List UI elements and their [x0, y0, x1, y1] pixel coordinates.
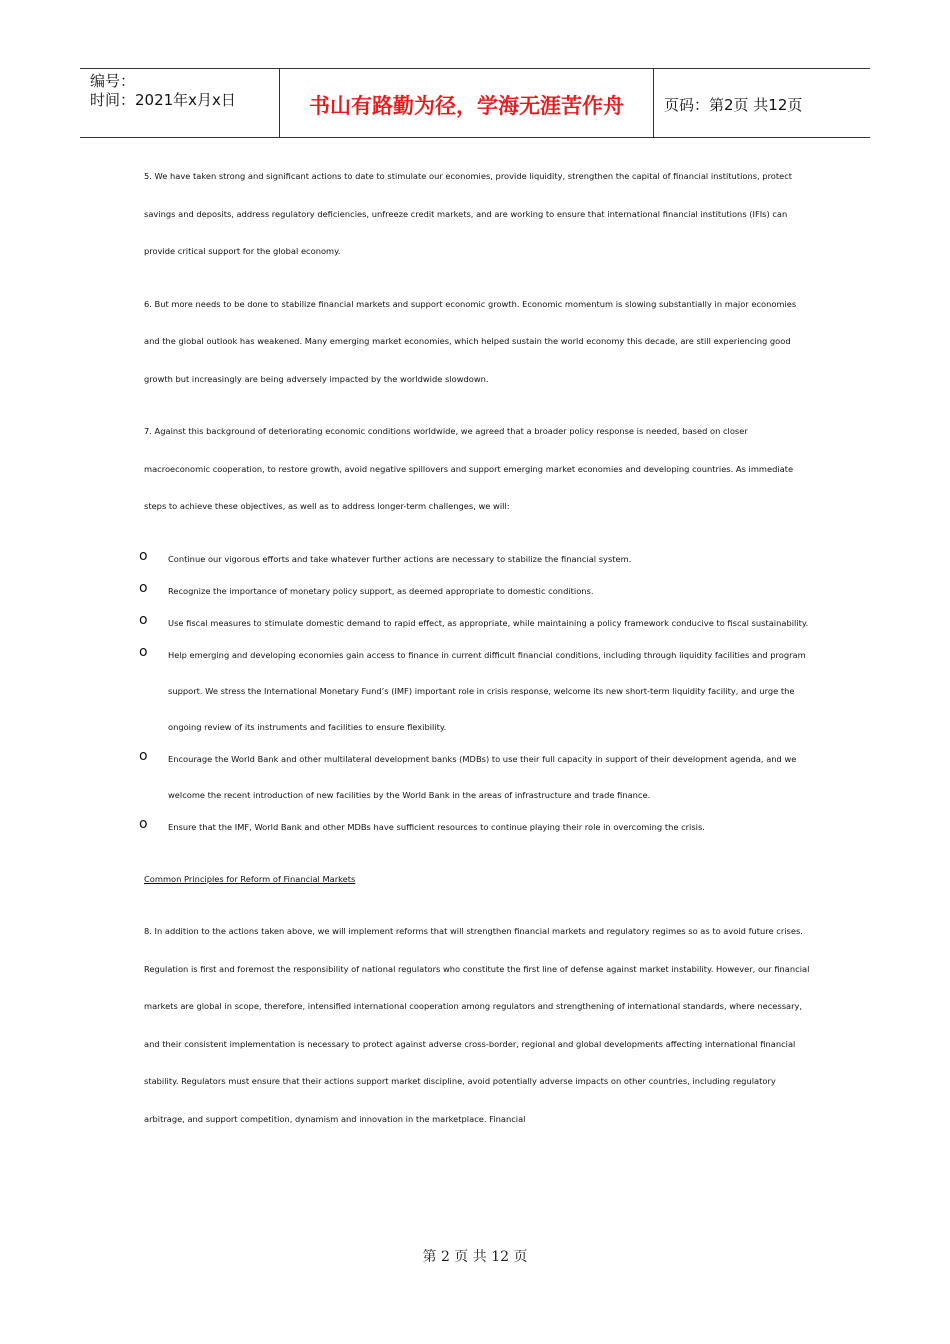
document-header: [80, 68, 870, 138]
list-item: [139, 573, 812, 609]
bullet-icon: o: [139, 547, 148, 564]
paragraph-6: 6. But more needs to be done to stabilize financial markets and support economic growth. Economic momentum is slowing substantially in major economies and the global outlook has weakened. Many emerging market economies, which helped sustain the world economy this decade, are still experiencing good growth but increasingly are being adversely impacted by the worldwide slowdown.: [144, 298, 797, 384]
list-item: [139, 809, 812, 845]
document-body: [139, 158, 812, 1153]
document-number: 编号：: [90, 72, 136, 90]
header-motto: 书山有路勤为径，学海无涯苦作舟: [280, 69, 654, 137]
section-title: Common Principles for Reform of Financial Markets: [144, 873, 356, 884]
list-item-text: Recognize the importance of monetary policy support, as deemed appropriate to domestic conditions.: [168, 585, 594, 596]
action-list: [139, 541, 812, 845]
list-item-text: Ensure that the IMF, World Bank and other MDBs have sufficient resources to continue playing their role in overcoming the crisis.: [168, 821, 705, 832]
list-item-text: Encourage the World Bank and other multilateral development banks (MDBs) to use their full capacity in support of their development agenda, and we welcome the recent introduction of new facilities by the World Bank in the areas of infrastructure and trade finance.: [168, 753, 797, 800]
paragraph-7: 7. Against this background of deteriorating economic conditions worldwide, we agreed that a broader policy response is needed, based on closer macroeconomic cooperation, to restore growth, avoid negative spillovers and support emerging market economies and developing countries. As immediate steps to achieve these objectives, as well as to address longer-term challenges, we will:: [144, 426, 794, 511]
bullet-icon: o: [139, 611, 148, 628]
paragraph-5: 5. We have taken strong and significant actions to date to stimulate our economies, provide liquidity, strengthen the capital of financial institutions, protect savings and deposits, address regulatory deficiencies, unfreeze credit markets, and are working to ensure that international financial institutions (IFIs) can provide critical support for the global economy.: [144, 171, 793, 256]
list-item: [139, 637, 812, 745]
header-meta: [80, 69, 280, 137]
bullet-icon: o: [139, 815, 148, 832]
list-item-text: Use fiscal measures to stimulate domestic demand to rapid effect, as appropriate, while maintaining a policy framework conducive to fiscal sustainability.: [168, 617, 809, 628]
list-item: [139, 605, 812, 641]
document-date: 时间：2021年x月x日: [90, 91, 236, 109]
list-item: [139, 541, 812, 577]
bullet-icon: o: [139, 643, 148, 660]
paragraph-8: 8. In addition to the actions taken above, we will implement reforms that will strengthen financial markets and regulatory regimes so as to avoid future crises. Regulation is first and foremost the responsibility of national regulators who constitute the first line of defense against market instability. However, our financial markets are global in scope, therefore, intensified international cooperation among regulators and strengthening of international standards, where necessary, and their consistent implementation is necessary to protect against adverse cross-border, regional and global developments affecting international financial stability. Regulators must ensure that their actions support market discipline, avoid potentially adverse impacts on other countries, including regulatory arbitrage, and support competition, dynamism and innovation in the marketplace. Financial: [144, 926, 810, 1124]
bullet-icon: o: [139, 747, 148, 764]
list-item-text: Continue our vigorous efforts and take whatever further actions are necessary to stabilize the financial system.: [168, 553, 632, 564]
page-footer: 第 2 页 共 12 页: [422, 1249, 528, 1265]
header-page-info: 页码：第2页 共12页: [664, 95, 803, 114]
list-item-text: Help emerging and developing economies gain access to finance in current difficult financial conditions, including through liquidity facilities and program support. We stress the International Monetary Fund’s (IMF) important role in crisis response, welcome its new short-term liquidity facility, and urge the ongoing review of its instruments and facilities to ensure flexibility.: [168, 649, 806, 732]
bullet-icon: o: [139, 579, 148, 596]
list-item: [139, 741, 812, 813]
